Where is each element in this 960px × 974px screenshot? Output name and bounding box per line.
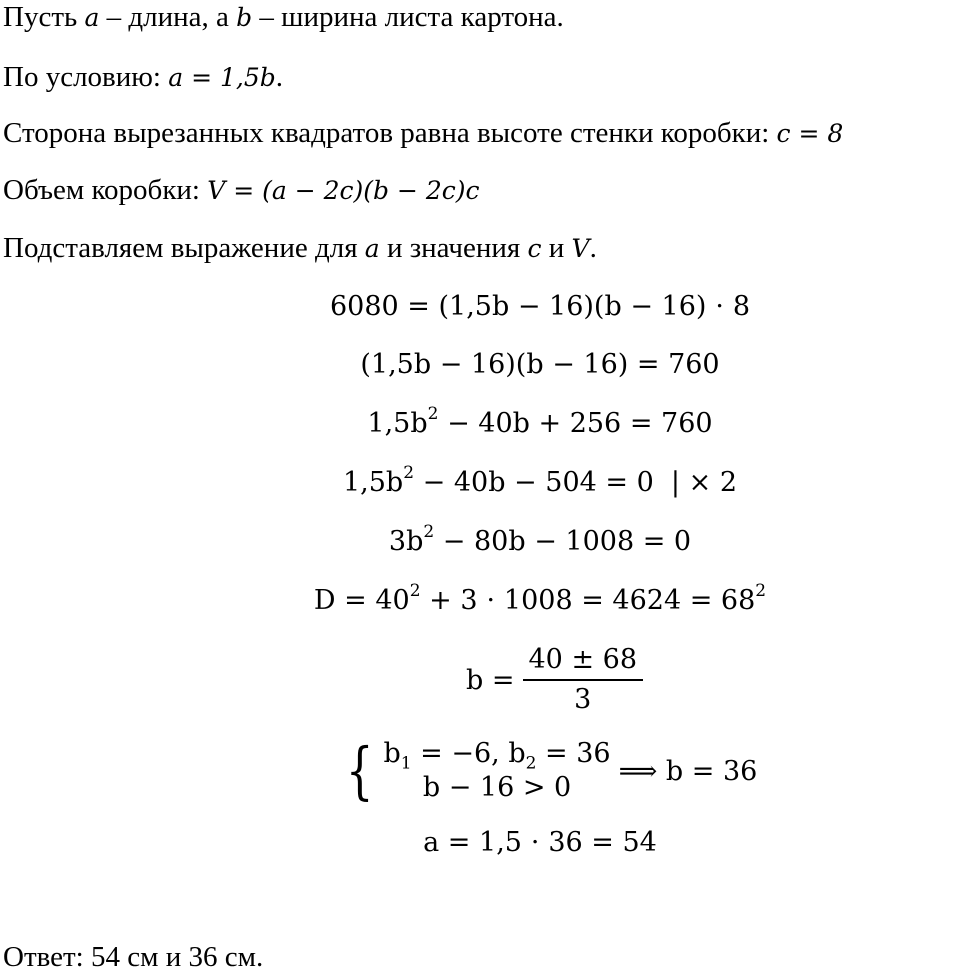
text-segment: – ширина листа картона. [252, 1, 564, 33]
text-segment: и значения [379, 232, 528, 264]
math-expression: V = (a − 2c)(b − 2c)c [207, 176, 480, 205]
text-line-1 [3, 0, 564, 35]
equation-text: b − 16 > 0 [422, 772, 572, 803]
equation-1 [0, 290, 960, 324]
text-line-2 [3, 60, 283, 95]
text-segment: По условию: [3, 61, 169, 93]
equation-6-discriminant [0, 581, 960, 618]
equation-text: 3b [388, 526, 424, 557]
equation-text: + 3 ⋅ 1008 = 4624 = 68 [420, 585, 756, 616]
exponent: 2 [427, 404, 439, 424]
equation-text: b = [466, 664, 515, 696]
equation-text: a = 1,5 ⋅ 36 = 54 [423, 827, 657, 858]
text-segment: и [541, 232, 572, 264]
text-segment: . [589, 232, 597, 264]
fraction-numerator: 40 ± 68 [523, 645, 644, 681]
math-variable: a [364, 234, 380, 263]
equation-2 [0, 348, 960, 382]
fraction-denominator: 3 [574, 684, 592, 715]
system-row-1 [383, 737, 611, 774]
left-brace-icon: { [345, 734, 374, 807]
text-segment: Сторона вырезанных квадратов равна высоте стенки коробки: [3, 117, 777, 149]
exponent: 2 [423, 522, 435, 542]
equation-text: D = 40 [313, 585, 410, 616]
equation-text: b [383, 738, 401, 769]
equation-text: = 36 [536, 738, 611, 769]
text-line-3 [3, 116, 843, 151]
math-expression: c = 8 [776, 119, 844, 148]
text-segment: Объем коробки: [3, 174, 208, 206]
exponent: 2 [403, 463, 415, 483]
math-variable: a [84, 3, 100, 32]
math-variable: V [571, 234, 590, 263]
equation-text: − 80b − 1008 = 0 [434, 526, 692, 557]
text-line-4 [3, 173, 480, 208]
system-row-2 [423, 771, 571, 805]
subscript: 2 [525, 753, 537, 774]
equation-9 [0, 826, 960, 860]
subscript: 1 [400, 753, 412, 774]
equation-7-fraction [466, 640, 643, 720]
equation-4 [0, 463, 960, 500]
exponent: 2 [755, 581, 767, 601]
math-variable: b [236, 3, 253, 32]
equation-5 [0, 522, 960, 559]
text-segment: – длина, а [99, 1, 237, 33]
equation-text: (1,5b − 16)(b − 16) = 760 [360, 349, 720, 380]
equation-3 [0, 404, 960, 441]
system-rows [383, 737, 610, 805]
equation-text: = −6, b [411, 738, 526, 769]
exponent: 2 [409, 581, 421, 601]
text-segment: . [275, 61, 283, 93]
equation-text: − 40b + 256 = 760 [438, 408, 713, 439]
system-conclusion: ⟹ b = 36 [618, 755, 758, 787]
text-line-5 [3, 231, 597, 266]
math-expression: a = 1,5b [168, 63, 276, 92]
equation-text: 1,5b [342, 467, 404, 498]
text-segment: Подставляем выражение для [3, 232, 365, 264]
equation-text: − 40b − 504 = 0 | × 2 [414, 467, 737, 498]
equation-8-system [340, 734, 757, 808]
text-segment: Пусть [3, 1, 85, 33]
answer-line [3, 940, 263, 974]
equation-text: 6080 = (1,5b − 16)(b − 16) ⋅ 8 [329, 291, 751, 322]
math-variable: c [527, 234, 542, 263]
fraction [523, 645, 644, 715]
equation-text: 1,5b [367, 408, 428, 439]
answer-text: Ответ: 54 см и 36 см. [3, 941, 264, 973]
